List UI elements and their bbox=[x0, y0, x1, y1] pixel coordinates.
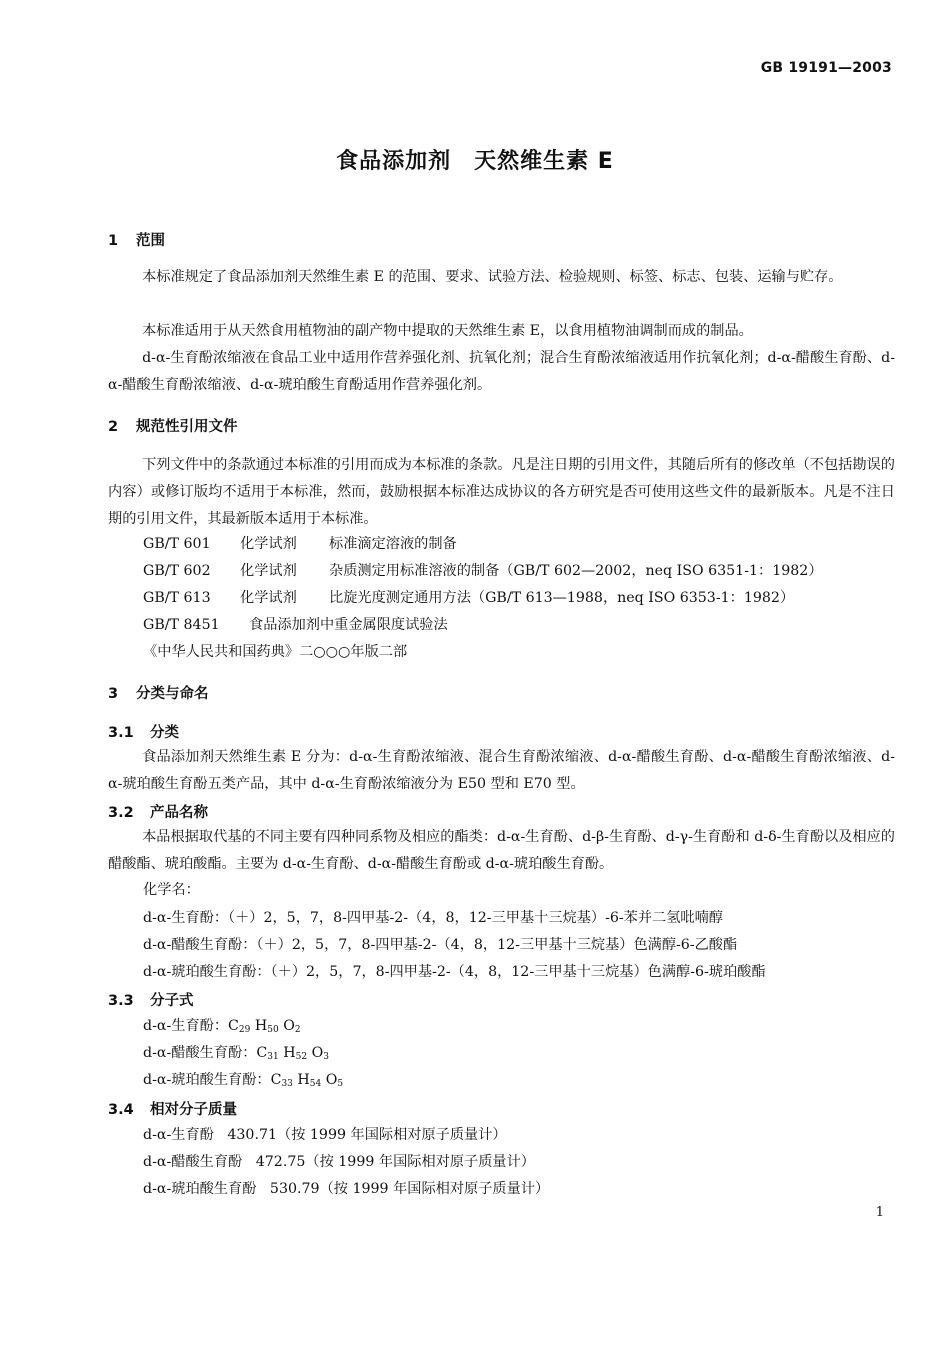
section-1-paragraph: 本标准规定了食品添加剂天然维生素 E 的范围、要求、试验方法、检验规则、标签、标志、包装、运输与贮存。 bbox=[142, 269, 843, 285]
atom-count: 52 bbox=[295, 1052, 308, 1062]
mass-note: （按 1999 年国际相对原子质量计） bbox=[305, 1154, 535, 1170]
subsection-number: 3.4 bbox=[108, 1102, 134, 1118]
ref-code: GB/T 8451 bbox=[143, 617, 220, 633]
page-title: 食品添加剂 天然维生素 E bbox=[336, 149, 614, 174]
section-title: 范围 bbox=[136, 233, 165, 249]
compound-name: d-α-琥珀酸生育酚： bbox=[143, 1072, 271, 1088]
chemical-name-item: d-α-琥珀酸生育酚：（＋）2，5，7，8-四甲基-2-（4，8，12-三甲基十三烷基）色满醇-6-琥珀酸酯 bbox=[143, 964, 766, 980]
mass-value: 472.75 bbox=[255, 1154, 306, 1170]
atom-count: 50 bbox=[267, 1025, 279, 1035]
pharmacopoeia-reference: 《中华人民共和国药典》二○○○年版二部 bbox=[143, 644, 408, 660]
ref-title: 标准滴定溶液的制备 bbox=[329, 536, 457, 552]
subsection-3-3-heading bbox=[108, 989, 194, 1010]
subsection-title: 分类 bbox=[150, 725, 179, 741]
element-symbol: H bbox=[297, 1072, 310, 1088]
molecular-mass-item bbox=[143, 1150, 535, 1175]
atom-count: 29 bbox=[238, 1025, 251, 1035]
atom-count: 3 bbox=[323, 1052, 329, 1062]
element-symbol: H bbox=[254, 1018, 268, 1034]
atom-count: 31 bbox=[267, 1052, 279, 1062]
subsection-number: 3.1 bbox=[108, 725, 134, 741]
ref-category: 化学试剂 bbox=[240, 536, 297, 552]
mass-value: 430.71 bbox=[227, 1127, 278, 1143]
molecular-formula-item bbox=[143, 1068, 343, 1097]
mass-value: 530.79 bbox=[269, 1181, 320, 1197]
reference-item bbox=[143, 532, 457, 557]
subsection-number: 3.3 bbox=[108, 993, 134, 1009]
reference-item bbox=[143, 613, 448, 638]
compound-name: d-α-琥珀酸生育酚 bbox=[143, 1181, 257, 1197]
element-symbol: O bbox=[283, 1018, 295, 1034]
subsection-title: 分子式 bbox=[150, 993, 194, 1009]
molecular-formula-item bbox=[143, 1014, 301, 1043]
element-symbol: O bbox=[311, 1045, 324, 1061]
ref-category: 化学试剂 bbox=[240, 563, 297, 579]
compound-name: d-α-生育酚 bbox=[143, 1127, 214, 1143]
ref-title: 比旋光度测定通用方法（GB/T 613—1988，neq ISO 6353-1：1982） bbox=[329, 590, 795, 606]
compound-name: d-α-生育酚： bbox=[143, 1018, 229, 1034]
subsection-title: 产品名称 bbox=[150, 805, 208, 821]
section-number: 2 bbox=[108, 419, 119, 435]
chemical-name-item: d-α-醋酸生育酚：（＋）2，5，7，8-四甲基-2-（4，8，12-三甲基十三烷基）色满醇-6-乙酸酯 bbox=[143, 937, 738, 953]
ref-title: 食品添加剂中重金属限度试验法 bbox=[249, 617, 448, 633]
reference-item bbox=[143, 586, 794, 611]
atom-count: 54 bbox=[309, 1079, 322, 1089]
section-title: 分类与命名 bbox=[136, 686, 209, 702]
section-2-heading bbox=[108, 415, 238, 436]
element-symbol: O bbox=[325, 1072, 338, 1088]
compound-name: d-α-醋酸生育酚： bbox=[143, 1045, 257, 1061]
element-symbol: C bbox=[270, 1072, 282, 1088]
subsection-3-1-paragraph: 食品添加剂天然维生素 E 分为：d-α-生育酚浓缩液、混合生育酚浓缩液、d-α-醋酸生育酚、d-α-醋酸生育酚浓缩液、d-α-琥珀酸生育酚五类产品，其中 d-α-生育酚浓缩液分为 E50 型和 E70 型。 bbox=[108, 749, 895, 792]
subsection-3-2-heading bbox=[108, 801, 208, 822]
mass-note: （按 1999 年国际相对原子质量计） bbox=[319, 1181, 550, 1197]
element-symbol: C bbox=[256, 1045, 268, 1061]
page-number: 1 bbox=[875, 1205, 884, 1220]
ref-code: GB/T 602 bbox=[143, 563, 211, 579]
ref-code: GB/T 601 bbox=[143, 536, 211, 552]
ref-category: 化学试剂 bbox=[240, 590, 297, 606]
molecular-mass-item bbox=[143, 1177, 549, 1202]
chemical-name-item: d-α-生育酚：（＋）2，5，7，8-四甲基-2-（4，8，12-三甲基十三烷基）-6-苯并二氢吡喃醇 bbox=[143, 910, 723, 926]
subsection-3-2-paragraph: 本品根据取代基的不同主要有四种同系物及相应的酯类：d-α-生育酚、d-β-生育酚、d-γ-生育酚和 d-δ-生育酚以及相应的醋酸酯、琥珀酸酯。主要为 d-α-生育酚、d-α-醋酸生育酚或 d-α-琥珀酸生育酚。 bbox=[108, 829, 895, 872]
atom-count: 2 bbox=[294, 1025, 301, 1035]
ref-code: GB/T 613 bbox=[143, 590, 211, 606]
atom-count: 33 bbox=[281, 1079, 293, 1089]
molecular-mass-item bbox=[143, 1123, 507, 1148]
subsection-3-1-heading bbox=[108, 721, 179, 742]
mass-note: （按 1999 年国际相对原子质量计） bbox=[277, 1127, 507, 1143]
subsection-title: 相对分子质量 bbox=[150, 1102, 237, 1118]
molecular-formula-item bbox=[143, 1041, 329, 1070]
section-1-paragraph: d-α-生育酚浓缩液在食品工业中适用作营养强化剂、抗氧化剂；混合生育酚浓缩液适用作抗氧化剂；d-α-醋酸生育酚、d-α-醋酸生育酚浓缩液、d-α-琥珀酸生育酚适用作营养强化剂。 bbox=[108, 350, 895, 393]
section-number: 3 bbox=[108, 686, 119, 702]
subsection-3-4-heading bbox=[108, 1098, 237, 1119]
section-2-paragraph: 下列文件中的条款通过本标准的引用而成为本标准的条款。凡是注日期的引用文件，其随后所有的修改单（不包括勘误的内容）或修订版均不适用于本标准，然而，鼓励根据本标准达成协议的各方研究是否可使用这些文件的最新版本。凡是不注日期的引用文件，其最新版本适用于本标准。 bbox=[108, 457, 895, 527]
chemical-name-label: 化学名： bbox=[143, 882, 200, 898]
element-symbol: C bbox=[228, 1018, 239, 1034]
section-title: 规范性引用文件 bbox=[136, 419, 238, 435]
reference-item bbox=[143, 559, 823, 584]
element-symbol: H bbox=[283, 1045, 296, 1061]
section-3-heading bbox=[108, 682, 209, 703]
compound-name: d-α-醋酸生育酚 bbox=[143, 1154, 243, 1170]
atom-count: 5 bbox=[337, 1079, 344, 1089]
section-1-heading bbox=[108, 229, 165, 250]
section-number: 1 bbox=[108, 233, 119, 249]
section-1-paragraph: 本标准适用于从天然食用植物油的副产物中提取的天然维生素 E，以食用植物油调制而成的制品。 bbox=[142, 323, 753, 339]
ref-title: 杂质测定用标准溶液的制备（GB/T 602—2002，neq ISO 6351-1：1982） bbox=[329, 563, 823, 579]
standard-code: GB 19191—2003 bbox=[760, 60, 892, 76]
subsection-number: 3.2 bbox=[108, 805, 134, 821]
